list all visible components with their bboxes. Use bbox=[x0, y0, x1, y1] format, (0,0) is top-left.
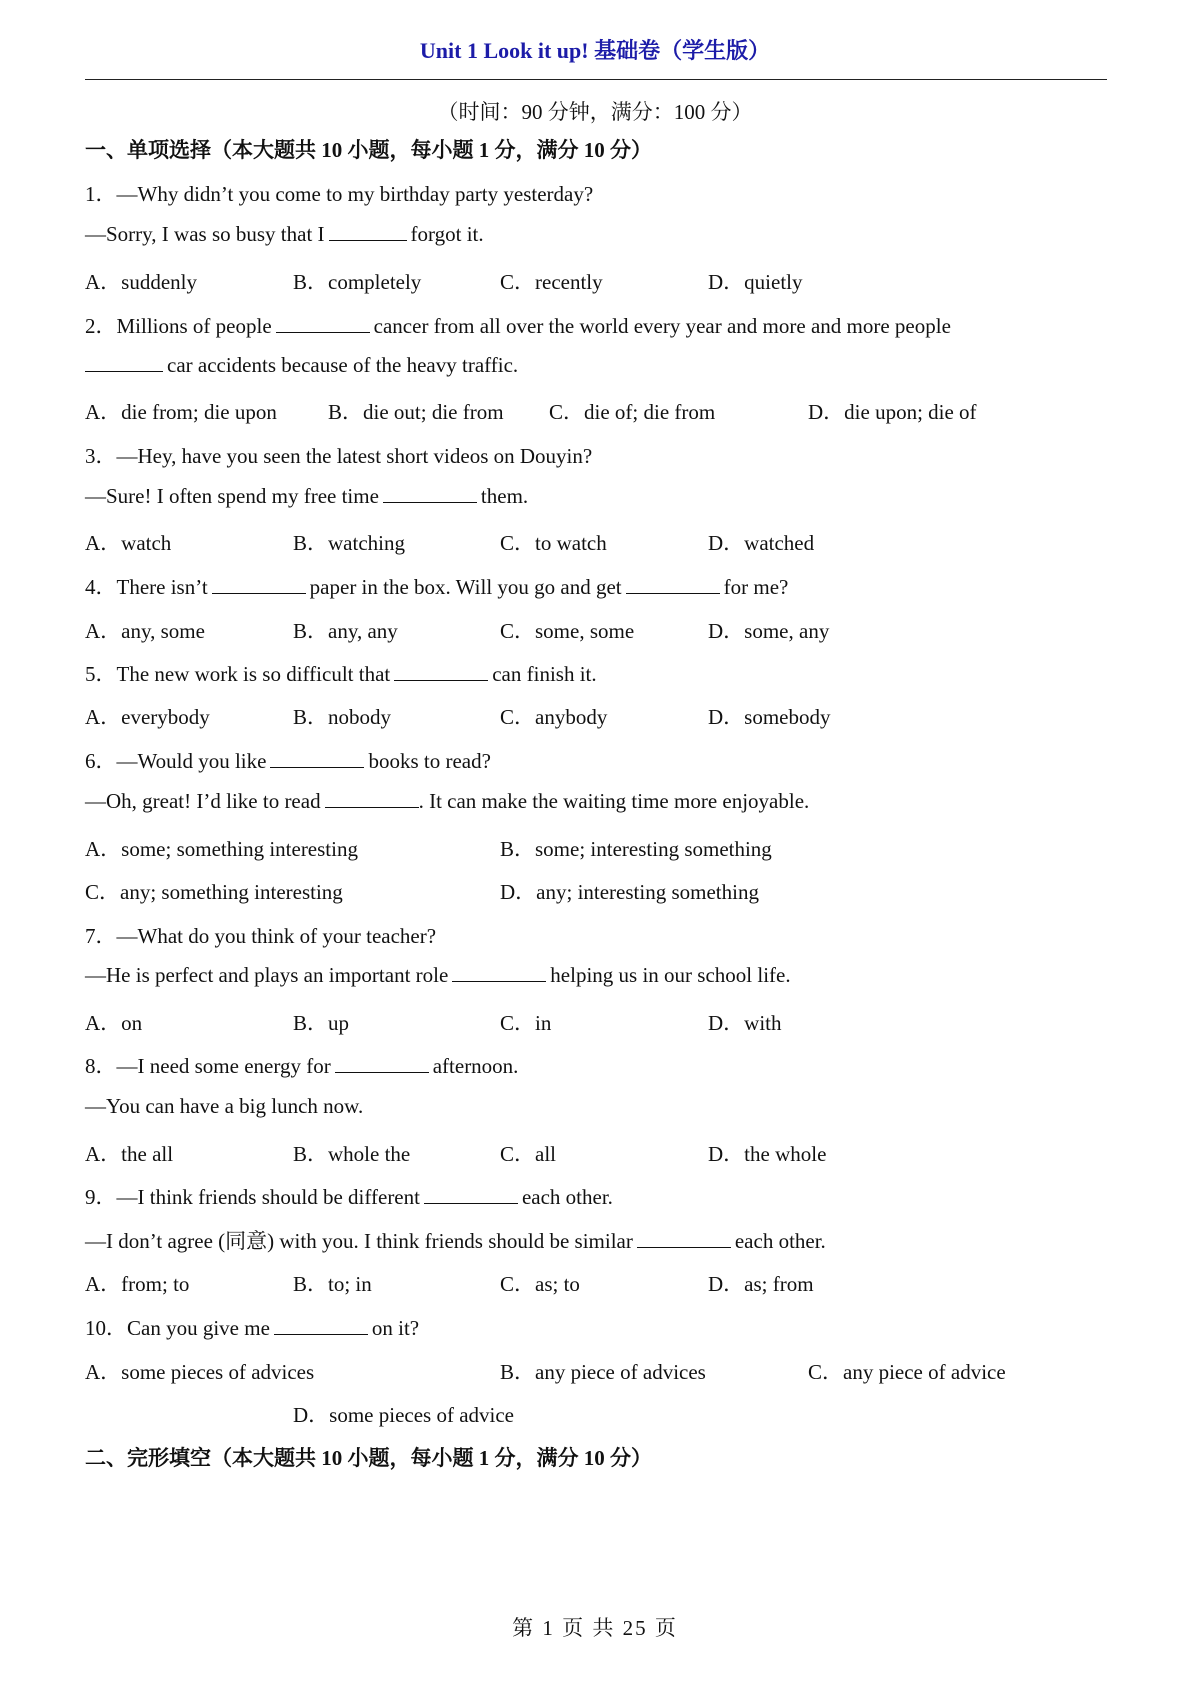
question-8-line-2 bbox=[85, 1094, 363, 1119]
option-b[interactable]: B．some; interesting something bbox=[500, 837, 772, 861]
question-text: —Oh, great! I’d like to read bbox=[85, 789, 321, 813]
section-heading-1: 一、单项选择（本大题共 10 小题，每小题 1 分，满分 10 分） bbox=[85, 138, 652, 162]
question-9-line-1 bbox=[85, 1181, 613, 1211]
option-a[interactable]: A．on bbox=[85, 1011, 143, 1035]
question-text: 1．—Why didn’t you come to my birthday party yesterday? bbox=[85, 182, 594, 206]
option-a[interactable]: A．some pieces of advices bbox=[85, 1360, 315, 1384]
option-b[interactable]: B．whole the bbox=[293, 1142, 411, 1166]
question-3-line-2 bbox=[85, 484, 528, 509]
option-c[interactable]: C．die of; die from bbox=[549, 400, 716, 424]
question-text: 9．—I think friends should be different bbox=[85, 1185, 420, 1209]
question-text: —You can have a big lunch now. bbox=[85, 1094, 364, 1118]
question-text: paper in the box. Will you go and get bbox=[309, 575, 622, 599]
question-text: 7．—What do you think of your teacher? bbox=[85, 924, 437, 948]
option-b[interactable]: B．nobody bbox=[293, 705, 392, 729]
answer-blank[interactable] bbox=[212, 575, 306, 594]
option-d[interactable]: D．with bbox=[708, 1011, 782, 1035]
answer-blank[interactable] bbox=[394, 662, 488, 681]
question-text: forgot it. bbox=[410, 222, 484, 246]
question-text: 10．Can you give me bbox=[85, 1316, 270, 1340]
option-b[interactable]: B．completely bbox=[293, 270, 422, 294]
option-c[interactable]: C．any piece of advice bbox=[808, 1360, 1006, 1384]
option-a[interactable]: A．watch bbox=[85, 531, 172, 555]
question-6-line-2 bbox=[85, 789, 809, 814]
question-10-line-1 bbox=[85, 1312, 419, 1342]
question-8-line-1 bbox=[85, 1050, 518, 1080]
answer-blank[interactable] bbox=[637, 1229, 731, 1248]
page-number: 第 1 页 共 25 页 bbox=[512, 1616, 678, 1640]
option-c[interactable]: C．to watch bbox=[500, 531, 607, 555]
question-text: 3．—Hey, have you seen the latest short videos on Douyin? bbox=[85, 444, 593, 468]
question-text: . It can make the waiting time more enjoyable. bbox=[418, 789, 810, 813]
option-d[interactable]: D．the whole bbox=[708, 1142, 827, 1166]
option-d[interactable]: D．some, any bbox=[708, 619, 830, 643]
option-d[interactable]: D．quietly bbox=[708, 270, 803, 294]
header-rule bbox=[85, 79, 1107, 80]
answer-blank[interactable] bbox=[424, 1185, 518, 1204]
option-c[interactable]: C．as; to bbox=[500, 1272, 580, 1296]
question-text: for me? bbox=[723, 575, 789, 599]
option-c[interactable]: C．all bbox=[500, 1142, 556, 1166]
answer-blank[interactable] bbox=[85, 353, 163, 372]
option-a[interactable]: A．die from; die upon bbox=[85, 400, 277, 424]
question-text: 2．Millions of people bbox=[85, 314, 272, 338]
option-d[interactable]: D．any; interesting something bbox=[500, 880, 759, 904]
option-b[interactable]: B．to; in bbox=[293, 1272, 372, 1296]
option-d[interactable]: D．some pieces of advice bbox=[293, 1403, 515, 1427]
option-b[interactable]: B．watching bbox=[293, 531, 405, 555]
option-d[interactable]: D．die upon; die of bbox=[808, 400, 977, 424]
question-text: books to read? bbox=[368, 749, 491, 773]
answer-blank[interactable] bbox=[270, 749, 364, 768]
page-title: Unit 1 Look it up! 基础卷（学生版） bbox=[419, 38, 771, 63]
question-text: each other. bbox=[521, 1185, 613, 1209]
question-text: 4．There isn’t bbox=[85, 575, 208, 599]
option-c[interactable]: C．recently bbox=[500, 270, 603, 294]
answer-blank[interactable] bbox=[383, 484, 477, 503]
option-d[interactable]: D．watched bbox=[708, 531, 815, 555]
question-7-line-1 bbox=[85, 920, 436, 950]
option-a[interactable]: A．suddenly bbox=[85, 270, 197, 294]
question-text: —He is perfect and plays an important role bbox=[85, 963, 449, 987]
option-c[interactable]: C．some, some bbox=[500, 619, 635, 643]
question-text: helping us in our school life. bbox=[550, 963, 791, 987]
option-b[interactable]: B．die out; die from bbox=[328, 400, 504, 424]
section-heading-2: 二、完形填空（本大题共 10 小题，每小题 1 分，满分 10 分） bbox=[85, 1446, 652, 1470]
question-text: afternoon. bbox=[432, 1054, 519, 1078]
option-a[interactable]: A．some; something interesting bbox=[85, 837, 358, 861]
question-text: 8．—I need some energy for bbox=[85, 1054, 331, 1078]
answer-blank[interactable] bbox=[452, 963, 546, 982]
question-text: car accidents because of the heavy traffic. bbox=[167, 353, 519, 377]
question-6-line-1 bbox=[85, 745, 491, 775]
option-d[interactable]: D．somebody bbox=[708, 705, 831, 729]
option-d[interactable]: D．as; from bbox=[708, 1272, 814, 1296]
question-1-line-2 bbox=[85, 222, 484, 247]
answer-blank[interactable] bbox=[274, 1316, 368, 1335]
question-7-line-2 bbox=[85, 963, 791, 988]
option-c[interactable]: C．anybody bbox=[500, 705, 608, 729]
answer-blank[interactable] bbox=[335, 1054, 429, 1073]
question-2-line-1 bbox=[85, 310, 951, 340]
question-text: 6．—Would you like bbox=[85, 749, 267, 773]
question-2-line-2 bbox=[85, 353, 518, 378]
question-4-line-1 bbox=[85, 571, 788, 601]
option-c[interactable]: C．any; something interesting bbox=[85, 880, 343, 904]
question-text: cancer from all over the world every year and more and more people bbox=[373, 314, 951, 338]
option-a[interactable]: A．the all bbox=[85, 1142, 174, 1166]
question-text: on it? bbox=[371, 1316, 420, 1340]
exam-info: （时间：90 分钟，满分：100 分） bbox=[437, 100, 753, 124]
answer-blank[interactable] bbox=[329, 222, 407, 241]
option-a[interactable]: A．everybody bbox=[85, 705, 210, 729]
question-text: each other. bbox=[734, 1229, 826, 1253]
question-text: —I don’t agree (同意) with you. I think friends should be similar bbox=[85, 1229, 633, 1253]
option-b[interactable]: B．up bbox=[293, 1011, 350, 1035]
question-3-line-1 bbox=[85, 440, 592, 470]
question-9-line-2 bbox=[85, 1225, 826, 1255]
answer-blank[interactable] bbox=[276, 314, 370, 333]
answer-blank[interactable] bbox=[325, 789, 419, 808]
question-text: them. bbox=[480, 484, 529, 508]
question-text: can finish it. bbox=[492, 662, 597, 686]
question-5-line-1 bbox=[85, 658, 597, 688]
option-c[interactable]: C．in bbox=[500, 1011, 552, 1035]
question-text: —Sure! I often spend my free time bbox=[85, 484, 379, 508]
question-text: —Sorry, I was so busy that I bbox=[85, 222, 325, 246]
option-b[interactable]: B．any piece of advices bbox=[500, 1360, 706, 1384]
option-a[interactable]: A．any, some bbox=[85, 619, 205, 643]
question-text: 5．The new work is so difficult that bbox=[85, 662, 391, 686]
answer-blank[interactable] bbox=[626, 575, 720, 594]
option-a[interactable]: A．from; to bbox=[85, 1272, 190, 1296]
option-b[interactable]: B．any, any bbox=[293, 619, 398, 643]
question-1-line-1 bbox=[85, 178, 593, 208]
